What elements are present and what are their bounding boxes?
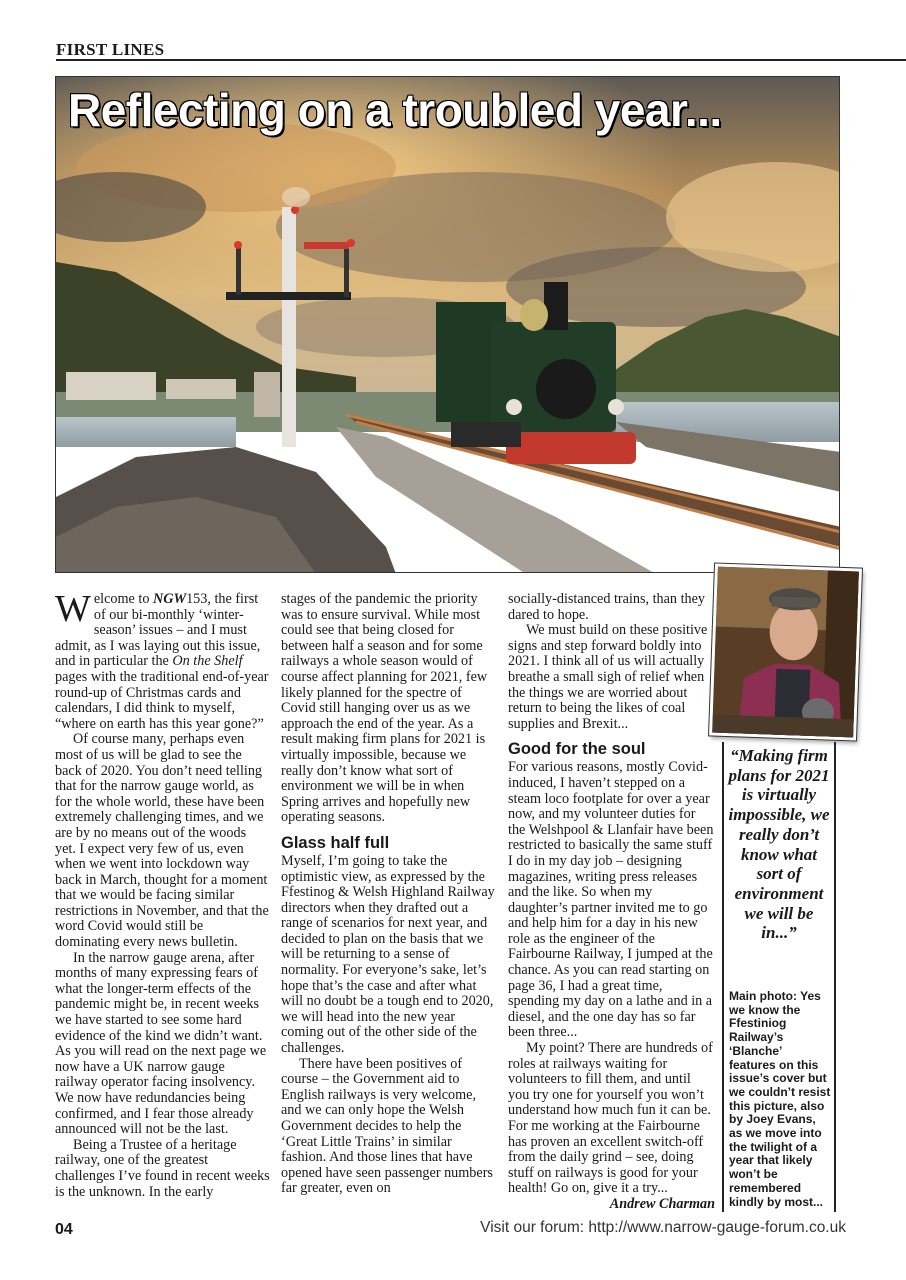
article-paragraph <box>508 592 715 623</box>
author-photo-illustration <box>712 567 862 741</box>
text-run: pages with the traditional end-of-year round-up of Christmas cards and calendars, I did think to myself, “where on earth has this year gone?” <box>55 668 269 732</box>
paragraph-text: We must build on these positive signs and step forward boldly into 2021. I think all of us will actually breathe a small sigh of relief when the things we are worried about return to being the likes of coal supplies and Brexit... <box>508 622 708 732</box>
hero-illustration <box>56 77 840 573</box>
paragraph-text: Of course many, perhaps even most of us will be glad to see the back of 2020. You don’t need telling that for the narrow gauge world, as for the whole world, these have been extremely challenging times, and we are by no means out of the woods yet. I expect very few of us, even when we went into lockdown way back in March, thought for a moment that we would be facing similar restrictions in November, and that the word Covid would still be dominating every news bulletin. <box>55 731 269 951</box>
subheading: Glass half full <box>281 833 390 852</box>
paragraph-text: Being a Trustee of a heritage railway, one of the greatest challenges I’ve found in recent weeks is the unknown. In the early <box>55 1136 270 1200</box>
text-run: elcome to <box>93 591 153 607</box>
hero-photo <box>55 76 840 573</box>
article-paragraph <box>508 760 715 1041</box>
photo-caption: Main photo: Yes we know the Ffestiniog Railway’s ‘Blanche’ features on this issue’s cover but we couldn’t resist this picture, also by Joey Evans, as we move into the twilight of a year that likely won’t be remembered kindly by most... <box>729 989 831 1209</box>
subheading: Good for the soul <box>508 740 646 759</box>
article-paragraph <box>55 732 270 950</box>
paragraph-text: For various reasons, mostly Covid-induced, I haven’t stepped on a steam loco footplate for over a year now, and my volunteer duties for the Welshpool & Llanfair have been restricted to basically the same stuff I do in my day job – designing magazines, writing press releases and the like. So when my daughter’s partner invited me to go and help him for a day in his new role as the engineer of the Fairbourne Railway, I jumped at the chance. As you can read starting on page 36, I had a great time, spending my day on a lathe and in a diesel, and the one day has so far been three... <box>508 759 714 1041</box>
section-rule <box>56 59 906 61</box>
article-paragraph <box>508 623 715 732</box>
author-photo <box>709 563 862 740</box>
article-paragraph <box>508 1041 715 1197</box>
article-paragraph <box>281 854 499 1057</box>
paragraph-text: My point? There are hundreds of roles at railways waiting for volunteers to fill them, and until you try one for yourself you won’t understand how much fun it can be. For me working at the Fairbourne has proven an excellent switch-off from the daily grind – see, doing stuff on railways is good for your health! Go on, give it a try... <box>508 1040 713 1197</box>
text-run: On the Shelf <box>172 653 243 670</box>
sidebar-rule-right <box>834 742 836 1212</box>
drop-cap: W <box>55 588 91 630</box>
article-column-3 <box>508 592 715 1213</box>
page-number: 04 <box>55 1221 73 1238</box>
pull-quote: “Making firm plans for 2021 is virtually impossible, we really don’t know what sort of environment we will be in...” <box>728 746 830 943</box>
article-paragraph <box>281 592 499 826</box>
byline: Andrew Charman <box>609 1195 715 1212</box>
article-paragraph <box>281 1057 499 1197</box>
paragraph-text: socially-distanced trains, than they dared to hope. <box>508 591 705 623</box>
paragraph-text: Myself, I’m going to take the optimistic view, as expressed by the Ffestinog & Welsh Highland Railway directors when they drafted out a range of scenarios for next year, and decided to plan on the basis that we will be returning to a sense of normality. For everyone’s sake, let’s hope that’s the case and after what will no doubt be a tough end to 2020, we will head into the new year coming out of the other side of the challenges. <box>281 852 495 1057</box>
headline: Reflecting on a troubled year... <box>68 84 722 136</box>
paragraph-text: In the narrow gauge arena, after months of many expressing fears of what the longer-term effects of the pandemic might be, in recent weeks we have started to see some hard evidence of the kind we didn’t want. As you will read on the next page we now have a UK narrow gauge railway operator facing insolvency. We now have redundancies being confirmed, and I fear those already announced will not be the last. <box>55 949 267 1138</box>
text-run: NGW <box>152 591 187 607</box>
paragraph-text: stages of the pandemic the priority was to ensure survival. While most could see that being closed for between half a season and for some railways a whole season would of course affect planning for 2021, few likely planned for the spectre of Covid still hanging over us as we approach the end of the year. As a result making firm plans for 2021 is virtually impossible, because we really don’t know what sort of environment we will be in when Spring arrives and hopefully new operating seasons. <box>281 591 488 826</box>
article-paragraph <box>55 951 270 1138</box>
paragraph-text: There have been positives of course – the Government aid to English railways is very welcome, and we can only hope the Welsh Government decides to help the ‘Great Little Trains’ in similar fashion. And those lines that have opened have seen passenger numbers far greater, even on <box>281 1055 493 1197</box>
article-paragraph <box>55 588 270 732</box>
section-heading: FIRST LINES <box>56 40 165 59</box>
text-run: 153, the first of our bi-monthly ‘winter-season’ issues – and I must admit, as I was laying out this issue, and in particular the <box>55 591 261 670</box>
article-column-1 <box>55 588 270 1200</box>
forum-link[interactable]: Visit our forum: http://www.narrow-gauge-forum.co.uk <box>480 1219 846 1236</box>
article-paragraph <box>55 1138 270 1200</box>
sidebar-rule-left <box>722 742 724 1212</box>
article-column-2 <box>281 592 499 1197</box>
